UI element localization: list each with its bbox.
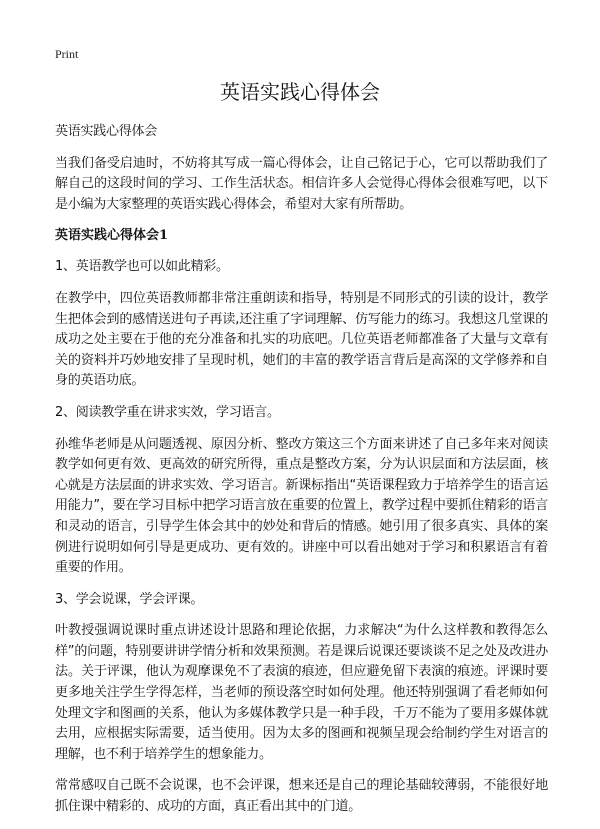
point-heading-1: 1、英语教学也可以如此精彩。	[55, 259, 229, 275]
print-link[interactable]: Print	[55, 47, 79, 61]
lead-line: 英语实践心得体会	[55, 124, 158, 139]
point-paragraph-3: 叶教授强调说课时重点讲述设计思路和理论依据，力求解决“为什么这样教和教得怎么样”的问题，特别要讲讲学情分析和效果预测。若是课后说课还要谈谈不足之处及改进办法。关于评课，他认为观摩课免不了表演的痕迹，但应避免留下表演的痕迹。评课时要更多地关注学生学得怎样，当老师的预设落空时如何处理。他还特别强调了看老师如何处理文字和图画的关系，他认为多媒体教学只是一种手段，千万不能为了要用多媒体就去用，应根据实际需要，适当使用。因为太多的图画和视频呈现会给制约学生对语言的理解，也不利于培养学生的想象能力。	[55, 623, 548, 762]
closing-paragraph: 常常感叹自己既不会说课，也不会评课，想来还是自己的理论基础较薄弱，不能很好地抓住课中精彩的、成功的方面，真正看出其中的门道。	[55, 778, 548, 815]
point-heading-3: 3、学会说课，学会评课。	[55, 591, 204, 607]
point-paragraph-2: 孙维华老师是从问题透视、原因分析、整改方策这三个方面来讲述了自己多年来对阅读教学如何更有效、更高效的研究所得，重点是整改方案，分为认识层面和方法层面，核心就是方法层面的讲求实效、学习语言。新课标指出“英语课程致力于培养学生的语言运用能力”，要在学习目标中把学习语言放在重要的位置上，教学过程中要抓住精彩的语言和灵动的语言，引导学生体会其中的妙处和背后的情感。她引用了很多真实、具体的案例进行说明如何引导是更成功、更有效的。讲座中可以看出她对于学习和积累语言有着重要的作用。	[55, 436, 548, 576]
intro-paragraph: 当我们备受启迪时，不妨将其写成一篇心得体会，让自己铭记于心，它可以帮助我们了解自己的这段时间的学习、工作生活状态。相信许多人会觉得心得体会很难写吧，以下是小编为大家整理的英语实践心得体会，希望对大家有所帮助。	[55, 155, 548, 212]
point-paragraph-1: 在教学中，四位英语教师都非常注重朗读和指导，特别是不同形式的引读的设计，教学生把体会到的感情送进句子再读,还注重了字词理解、仿写能力的练习。我想这几堂课的成功之处主要在于他的充分准备和扎实的功底吧。几位英语老师都准备了大量与文章有关的资料并巧妙地安排了呈现时机，她们的丰富的教学语言背后是高深的文学修养和自身的英语功底。	[55, 290, 548, 389]
section-heading: 英语实践心得体会1	[55, 228, 169, 244]
document-body	[55, 122, 548, 829]
page-title: 英语实践心得体会	[220, 80, 380, 104]
point-heading-2: 2、阅读教学重在讲求实效，学习语言。	[55, 404, 280, 420]
